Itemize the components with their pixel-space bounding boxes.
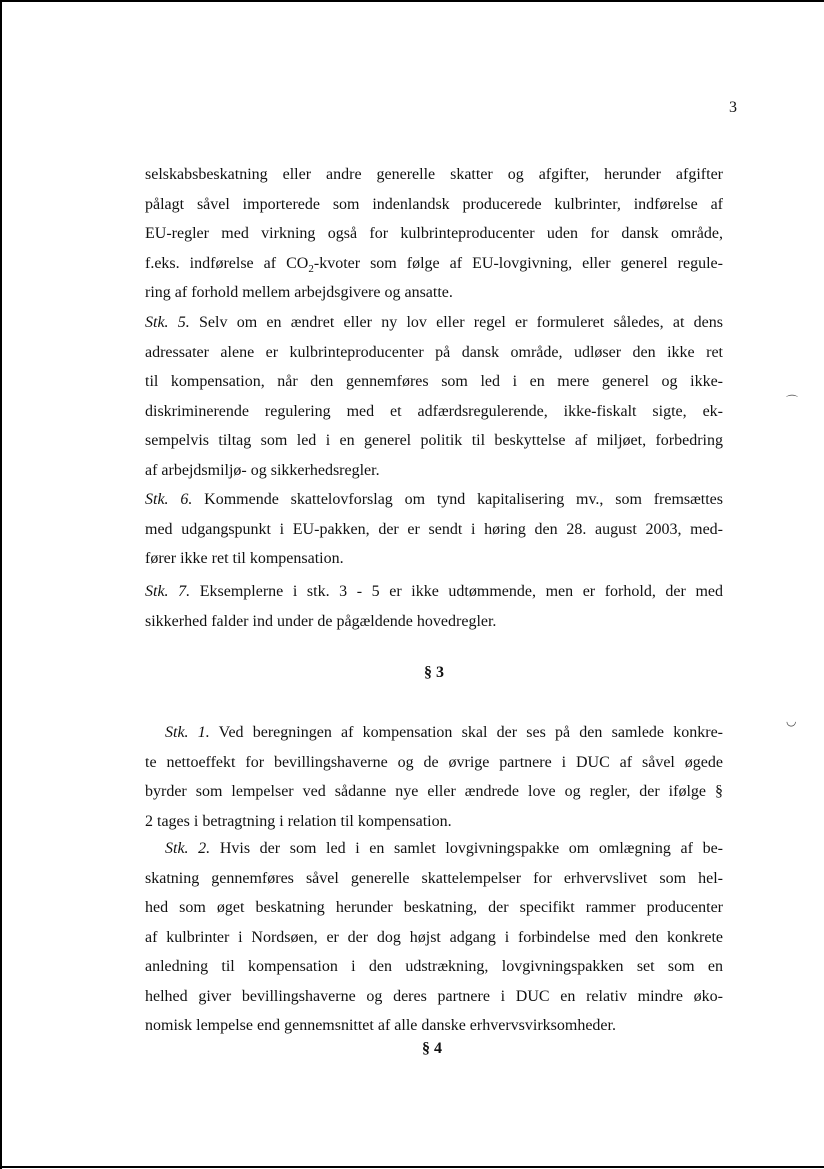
scan-border-top <box>0 0 824 2</box>
text-line <box>145 485 723 515</box>
stk-label: Stk. 7. <box>145 583 191 600</box>
section-heading-4: § 4 <box>422 1040 442 1057</box>
stk-label: Stk. 6. <box>145 491 193 508</box>
text-fragment: Selv om en ændret eller ny lov eller regel er formuleret således, at dens <box>189 314 724 331</box>
paragraph-stk-6 <box>145 485 723 574</box>
text-fragment: f.eks. indførelse af CO <box>145 254 309 272</box>
text-line: hed som øget beskatning herunder beskatning, der specifikt rammer producenter <box>145 899 723 916</box>
text-line: nomisk lempelse end gennemsnittet af alle danske erhvervsvirksomheder. <box>145 1017 616 1034</box>
stk-label: Stk. 2. <box>165 840 211 857</box>
stk-label: Stk. 1. <box>165 724 210 741</box>
page-number: 3 <box>729 99 737 116</box>
subscript: 2 <box>308 262 314 275</box>
section-3-stk-2 <box>145 834 723 1041</box>
text-line: anledning til kompensation i den udstrækning, lovgivningspakken set som en <box>145 958 723 975</box>
text-line: til kompensation, når den gennemføres som led i en mere generel og ikke- <box>145 373 723 390</box>
text-line: te nettoeffekt for bevillingshaverne og de øvrige partnere i DUC af såvel øgede <box>145 753 723 771</box>
text-line <box>145 249 723 279</box>
text-fragment: Hvis der som led i en samlet lovgivningspakke om omlægning af be- <box>210 840 724 857</box>
text-line <box>145 308 723 338</box>
paragraph-stk-7 <box>145 577 723 636</box>
section-heading-3: § 3 <box>424 664 444 681</box>
text-line: pålagt såvel importerede som indenlandsk producerede kulbrinter, indførelse af <box>145 195 723 213</box>
text-fragment: Ved beregningen af kompensation skal der ses på den samlede konkre- <box>209 724 723 741</box>
text-line: helhed giver bevillingshaverne og deres partnere i DUC en relativ mindre øko- <box>145 987 723 1005</box>
scan-border-left <box>0 0 2 1169</box>
paragraph-continuation <box>145 160 723 308</box>
text-line: med udgangspunkt i EU-pakken, der er sendt i høring den 28. august 2003, med- <box>145 520 723 538</box>
text-line: af kulbrinter i Nordsøen, er der dog højst adgang i forbindelse med den konkrete <box>145 928 723 946</box>
paragraph-stk-5 <box>145 308 723 485</box>
text-line <box>145 718 723 748</box>
text-line: 2 tages i betragtning i relation til kompensation. <box>145 812 452 830</box>
text-line: sempelvis tiltag som led i en generel politik til beskyttelse af miljøet, forbedring <box>145 432 723 449</box>
text-line: selskabsbeskatning eller andre generelle skatter og afgifter, herunder afgifter <box>145 166 723 183</box>
text-line: sikkerhed falder ind under de pågældende hovedregler. <box>145 612 497 630</box>
text-fragment: Eksemplerne i stk. 3 - 5 er ikke udtømmende, men er forhold, der med <box>190 583 723 600</box>
text-line <box>145 577 723 607</box>
punch-hole-mark-upper: ⌒ <box>786 394 799 408</box>
punch-hole-mark-lower: ◡ <box>786 714 797 728</box>
text-line: skatning gennemføres såvel generelle skattelempelser for erhvervslivet som hel- <box>145 869 723 887</box>
text-line: af arbejdsmiljø- og sikkerhedsregler. <box>145 461 380 479</box>
stk-label: Stk. 5. <box>145 314 190 331</box>
text-line: EU-regler med virkning også for kulbrinteproducenter uden for dansk område, <box>145 225 723 242</box>
text-line: fører ikke ret til kompensation. <box>145 550 344 567</box>
text-line: diskriminerende regulering med et adfærdsregulerende, ikke-fiskalt sigte, ek- <box>145 402 723 420</box>
text-line: byrder som lempelser ved sådanne nye eller ændrede love og regler, der ifølge § <box>145 783 723 800</box>
section-3-stk-1 <box>145 718 723 836</box>
text-fragment: -kvoter som følge af EU-lovgivning, eller generel regule- <box>313 254 723 272</box>
text-line <box>145 834 723 864</box>
scan-border-bottom <box>0 1166 824 1168</box>
text-line: ring af forhold mellem arbejdsgivere og ansatte. <box>145 284 453 301</box>
text-fragment: Kommende skattelovforslag om tynd kapitalisering mv., som fremsættes <box>192 491 724 508</box>
text-line: adressater alene er kulbrinteproducenter på dansk område, udløser den ikke ret <box>145 343 723 361</box>
